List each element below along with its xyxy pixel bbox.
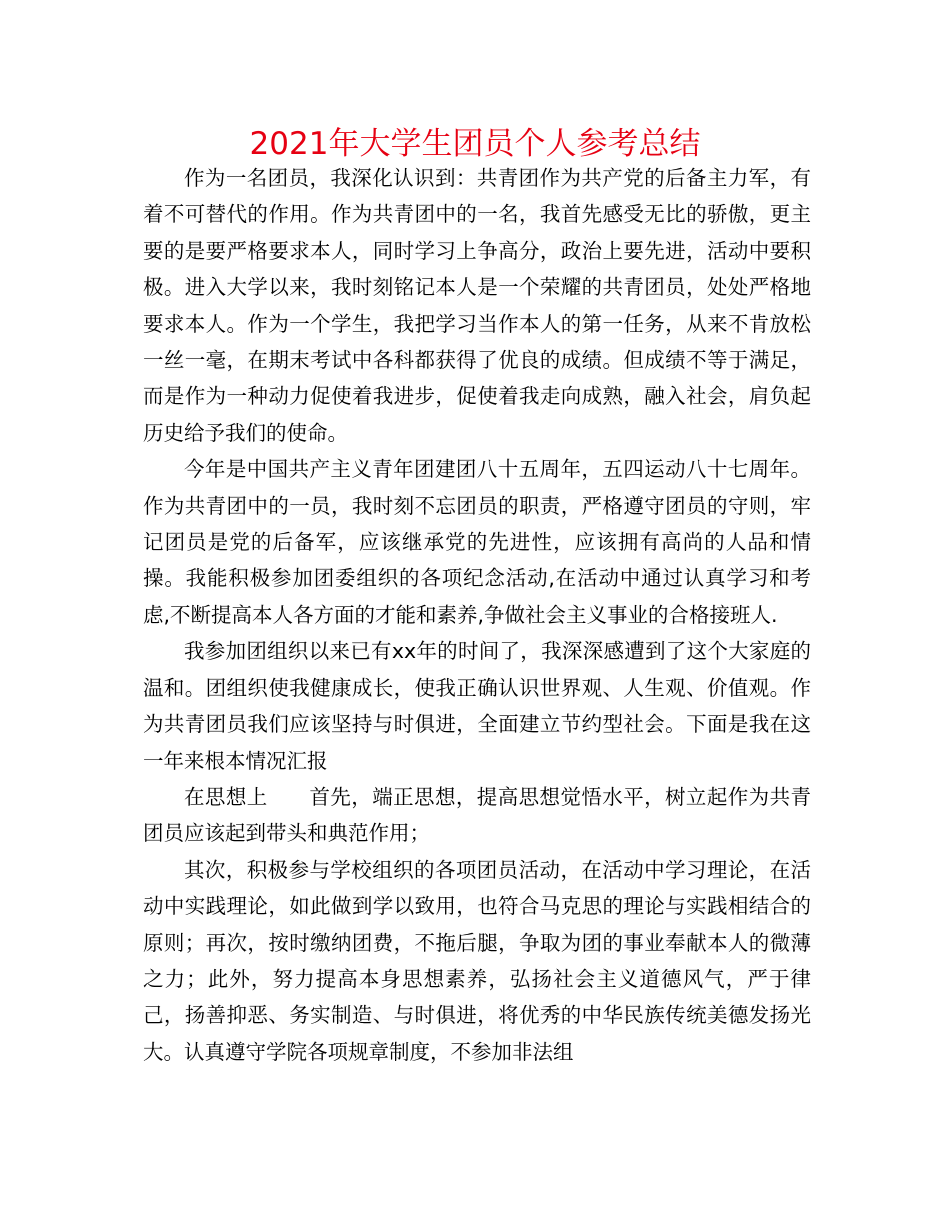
paragraph-3: 我参加团组织以来已有xx年的时间了，我深深感遭到了这个大家庭的温和。团组织使我健康成长，使我正确认识世界观、人生观、价值观。作为共青团员我们应该坚持与时俱进，全面建立节约型社会。下面是我在这一年来根本情况汇报 [143, 639, 811, 773]
document-body [143, 160, 811, 1070]
paragraph-1: 作为一名团员，我深化认识到：共青团作为共产党的后备主力军，有着不可替代的作用。作为共青团中的一名，我首先感受无比的骄傲，更主要的是要严格要求本人，同时学习上争高分，政治上要先进，活动中要积极。进入大学以来，我时刻铭记本人是一个荣耀的共青团员，处处严格地要求本人。作为一个学生，我把学习当作本人的第一任务，从来不肯放松一丝一毫，在期末考试中各科都获得了优良的成绩。但成绩不等于满足，而是作为一种动力促使着我进步，促使着我走向成熟，融入社会，肩负起历史给予我们的使命。 [143, 166, 811, 445]
document-title: 2021年大学生团员个人参考总结 [249, 126, 701, 162]
paragraph-5: 其次，积极参与学校组织的各项团员活动，在活动中学习理论，在活动中实践理论，如此做到学以致用，也符合马克思的理论与实践相结合的原则；再次，按时缴纳团费，不拖后腿，争取为团的事业奉献本人的微薄之力；此外，努力提高本身思想素养，弘扬社会主义道德风气，严于律己，扬善抑恶、务实制造、与时俱进，将优秀的中华民族传统美德发扬光大。认真遵守学院各项规章制度，不参加非法组 [143, 857, 811, 1064]
paragraph-4: 在思想上 首先，端正思想，提高思想觉悟水平，树立起作为共青团员应该起到带头和典范作用； [143, 784, 811, 846]
paragraph-2: 今年是中国共产主义青年团建团八十五周年，五四运动八十七周年。作为共青团中的一员，我时刻不忘团员的职责，严格遵守团员的守则，牢记团员是党的后备军，应该继承党的先进性，应该拥有高尚的人品和情操。我能积极参加团委组织的各项纪念活动,在活动中通过认真学习和考虑,不断提高本人各方面的才能和素养,争做社会主义事业的合格接班人. [143, 457, 811, 627]
